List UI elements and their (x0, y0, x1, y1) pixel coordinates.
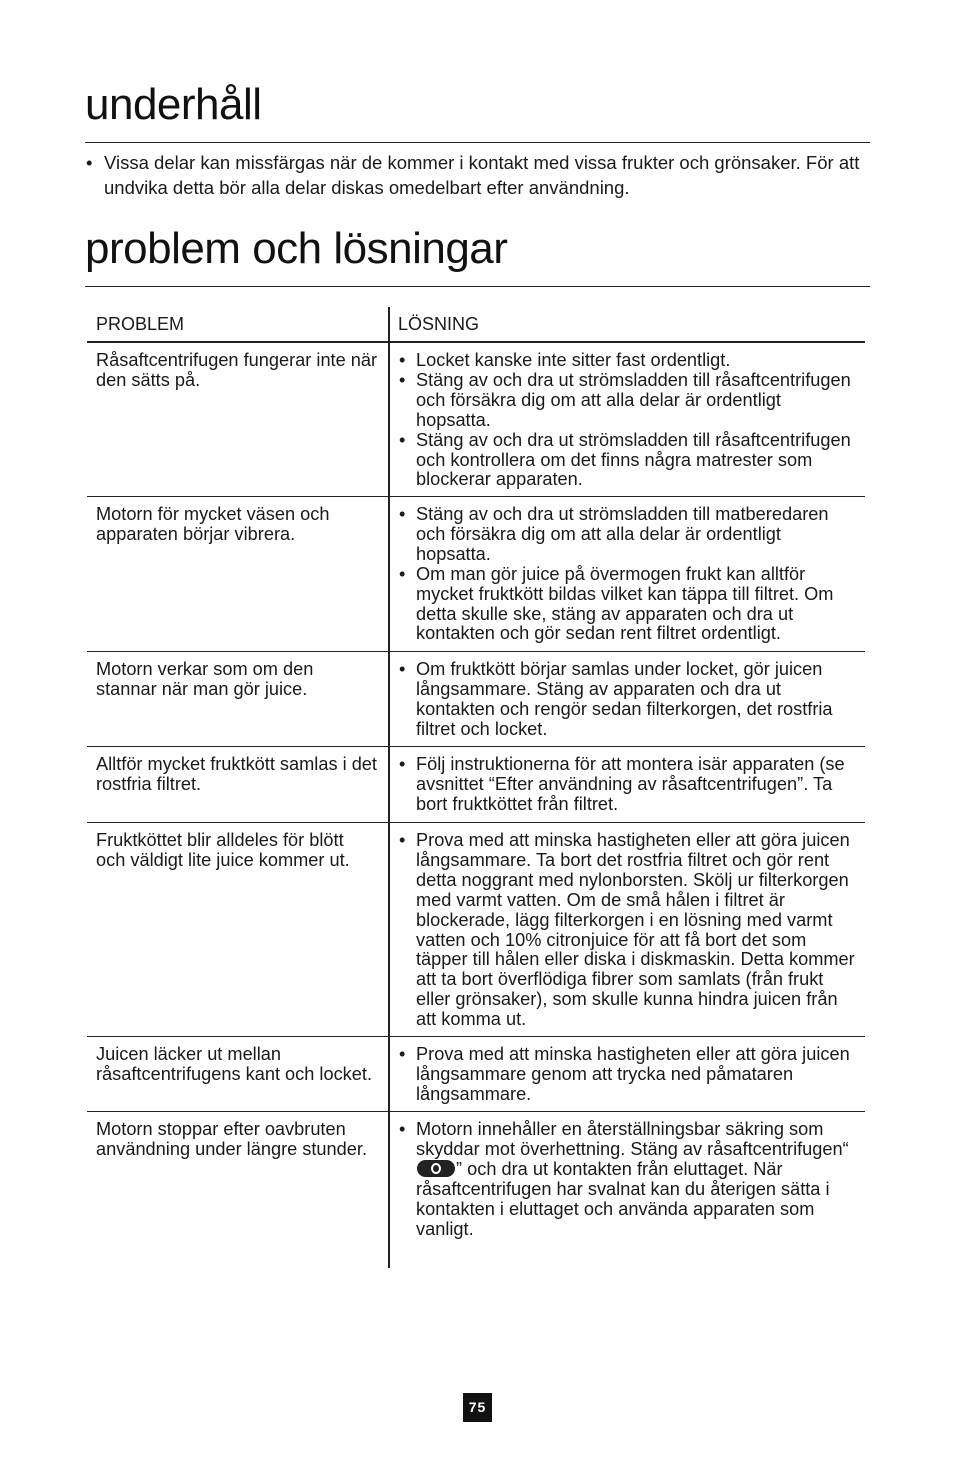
problem-cell: Alltför mycket fruktkött samlas i det rostfria filtret. (96, 754, 377, 794)
table-row (87, 343, 865, 497)
solution-cell (398, 1120, 858, 1239)
title-divider (85, 142, 870, 143)
solution-cell (398, 831, 858, 1030)
header-problem: PROBLEM (96, 314, 185, 334)
table-row (87, 652, 865, 747)
solution-item: • Prova med att minska hastigheten eller att göra juicen långsammare genom att trycka ned påmataren långsammare. (398, 1045, 858, 1105)
solution-item: • Prova med att minska hastigheten eller att göra juicen långsammare. Ta bort det rostfria filtret och gör rent detta noggrant med nylonborsten. Skölj ur filterkorgen med varmt vatten. Om de små hålen i filtret är blockerade, lägg filterkorgen i en lösning med varmt vatten och 10% citronjuice för att få bort det som täpper till hålen eller diska i diskmaskin. Detta kommer att ta bort överflödiga fibrer som samlats (från frukt eller grönsaker), som skulle kunna hindra juicen från att komma ut. (398, 831, 858, 1030)
solution-item: • Om fruktkött börjar samlas under locket, gör juicen långsammare. Stäng av apparaten och dra ut kontakten och rengör sedan filterkorgen, det rostfria filtret och locket. (398, 660, 858, 740)
bullet: • (86, 152, 93, 173)
title-divider (85, 286, 870, 287)
solution-item: • Locket kanske inte sitter fast ordentligt. (398, 351, 858, 371)
problem-cell: Råsaftcentrifugen fungerar inte när den sätts på. (96, 350, 378, 390)
solution-cell (398, 755, 858, 815)
problem-cell: Motorn verkar som om den stannar när man gör juice. (96, 659, 314, 699)
maintenance-title: underhåll (85, 80, 262, 129)
solution-item: • Om man gör juice på övermogen frukt kan alltför mycket fruktkött bildas vilket kan täppa till filtret. Om detta skulle ske, stäng av apparaten och dra ut kontakten och gör sedan rent filtret ordentligt. (398, 565, 858, 645)
maintenance-note-text: Vissa delar kan missfärgas när de kommer i kontakt med vissa frukter och grönsaker. För att undvika detta bör alla delar diskas omedelbart efter användning. (104, 152, 860, 198)
solution-cell (398, 1045, 858, 1105)
table-row (87, 747, 865, 823)
solution-cell (398, 351, 858, 490)
table-row (87, 823, 865, 1037)
off-switch-icon (417, 1160, 455, 1177)
solution-text: ” och dra ut kontakten från eluttaget. När råsaftcentrifugen har svalnat kan du återigen sätta i kontakten i eluttaget och använda apparaten som vanligt. (416, 1158, 830, 1239)
page-number: 75 (463, 1393, 492, 1422)
solution-item: • Följ instruktionerna för att montera isär apparaten (se avsnittet “Efter användning av råsaftcentrifugen”. Ta bort fruktköttet från filtret. (398, 755, 858, 815)
troubleshooting-title: problem och lösningar (85, 224, 508, 273)
solution-text: Motorn innehåller en återställningsbar säkring som skyddar mot överhettning. Stäng av råsaftcentrifugen“ (416, 1119, 849, 1159)
table-row (87, 1037, 865, 1112)
solution-item: • Stäng av och dra ut strömsladden till råsaftcentrifugen och försäkra dig om att alla delar är ordentligt hopsatta. (398, 371, 858, 431)
header-solution: LÖSNING (398, 314, 480, 334)
problem-cell: Juicen läcker ut mellan råsaftcentrifugens kant och locket. (96, 1044, 372, 1084)
table-row (87, 497, 865, 652)
table-header (87, 307, 865, 343)
problem-cell: Fruktköttet blir alldeles för blött och väldigt lite juice kommer ut. (96, 830, 350, 870)
solution-cell (398, 505, 858, 644)
solution-item: • Stäng av och dra ut strömsladden till matberedaren och försäkra dig om att alla delar är ordentligt hopsatta. (398, 505, 858, 565)
solution-item (398, 1120, 858, 1239)
maintenance-note (86, 150, 866, 200)
problem-cell: Motorn stoppar efter oavbruten användning under längre stunder. (96, 1119, 368, 1159)
table-row (87, 1112, 865, 1270)
troubleshooting-table (87, 307, 865, 1270)
problem-cell: Motorn för mycket väsen och apparaten börjar vibrera. (96, 504, 330, 544)
solution-cell (398, 660, 858, 740)
solution-item: • Stäng av och dra ut strömsladden till råsaftcentrifugen och kontrollera om det finns några matrester som blockerar apparaten. (398, 431, 858, 491)
